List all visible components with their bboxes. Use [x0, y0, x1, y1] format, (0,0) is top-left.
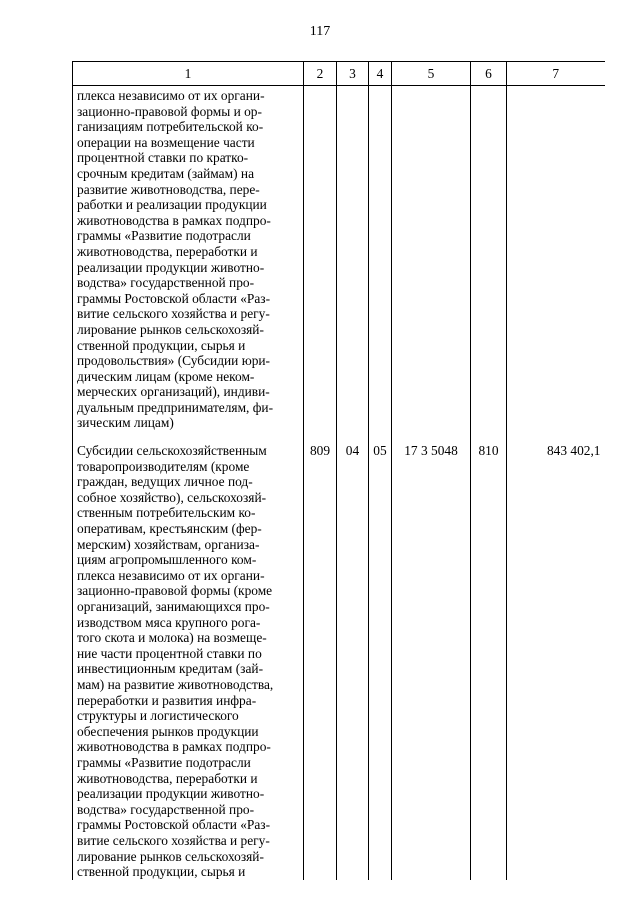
description-line: плекса независимо от их органи-: [77, 567, 265, 583]
description-line: водства» государственной про-: [77, 275, 255, 291]
description-line: дическим лицам (кроме неком-: [77, 368, 255, 384]
description-line: товаропроизводителям (кроме: [77, 458, 250, 474]
header-col-3: 3: [337, 62, 369, 86]
description-line: срочным кредитам (займам) на: [77, 165, 255, 181]
description-line: дуальным предпринимателям, фи-: [77, 399, 274, 415]
description-line: продовольствия» (Субсидии юри-: [77, 353, 271, 369]
description-line: мам) на развитие животноводства,: [77, 676, 274, 692]
cell-subsection: 05: [369, 431, 392, 880]
table-row: [73, 431, 605, 880]
description-line: граммы Ростовской области «Раз-: [77, 290, 271, 306]
description-line: структуры и логистического: [77, 708, 239, 724]
description-line: зационно-правовой формы (кроме: [77, 583, 273, 599]
header-col-1: 1: [73, 62, 304, 86]
description-line: водства» государственной про-: [77, 801, 255, 817]
description-line: мерческих организаций), индиви-: [77, 384, 270, 400]
description-line: животноводства, переработки и: [77, 243, 258, 259]
description-line: инвестиционным кредитам (зай-: [77, 661, 264, 677]
description-line: развитие животноводства, пере-: [77, 181, 260, 197]
description-line: граммы Ростовской области «Раз-: [77, 817, 271, 833]
description-line: Субсидии сельскохозяйственным: [77, 443, 267, 459]
description-line: ственным потребительским ко-: [77, 505, 256, 521]
row-description: [73, 86, 304, 432]
description-line: плекса независимо от их органи-: [77, 88, 265, 103]
description-line: реализации продукции животно-: [77, 259, 265, 275]
description-line: ние части процентной ставки по: [77, 645, 262, 661]
description-line: изводством мяса крупного рога-: [77, 614, 261, 630]
cell-section: [337, 86, 369, 432]
cell-expense-type: 810: [471, 431, 507, 880]
description-line: оперативам, крестьянским (фер-: [77, 521, 262, 537]
cell-amount: [507, 86, 605, 432]
description-line: граммы «Развитие подотрасли: [77, 754, 251, 770]
description-line: ственной продукции, сырья и: [77, 864, 246, 880]
header-col-6: 6: [471, 62, 507, 86]
description-line: того скота и молока) на возмеще-: [77, 630, 267, 646]
description-line: животноводства в рамках подпро-: [77, 739, 271, 755]
cell-target-article: 17 3 5048: [392, 431, 471, 880]
description-line: работки и реализации продукции: [77, 197, 267, 213]
cell-ministry-code: [304, 86, 337, 432]
description-line: витие сельского хозяйства и регу-: [77, 832, 270, 848]
header-col-2: 2: [304, 62, 337, 86]
row-description: [73, 431, 304, 880]
table-row: [73, 86, 605, 432]
description-line: граммы «Развитие подотрасли: [77, 228, 251, 244]
description-line: переработки и развития инфра-: [77, 692, 257, 708]
description-line: зическим лицам): [77, 415, 174, 431]
description-line: витие сельского хозяйства и регу-: [77, 306, 270, 322]
description-line: процентной ставки по кратко-: [77, 150, 249, 166]
description-line: мерским) хозяйствам, организа-: [77, 536, 260, 552]
description-line: лирование рынков сельскохозяй-: [77, 848, 264, 864]
description-line: реализации продукции животно-: [77, 786, 265, 802]
page-number: 117: [309, 24, 331, 39]
cell-ministry-code: 809: [304, 431, 337, 880]
description-line: лирование рынков сельскохозяй-: [77, 321, 264, 337]
description-line: циям агропромышленного ком-: [77, 552, 257, 568]
cell-expense-type: [471, 86, 507, 432]
cell-amount: 843 402,1: [507, 431, 605, 880]
cell-section: 04: [337, 431, 369, 880]
header-col-7: 7: [507, 62, 605, 86]
budget-table: [72, 61, 605, 880]
description-line: обеспечения рынков продукции: [77, 723, 259, 739]
description-line: ганизациям потребительской ко-: [77, 119, 264, 135]
description-line: организаций, занимающихся про-: [77, 599, 270, 614]
description-line: граждан, ведущих личное под-: [77, 474, 253, 490]
description-line: зационно-правовой формы и ор-: [77, 103, 262, 119]
cell-subsection: [369, 86, 392, 432]
cell-target-article: [392, 86, 471, 432]
header-row: [73, 62, 605, 86]
description-line: животноводства, переработки и: [77, 770, 258, 786]
description-line: животноводства в рамках подпро-: [77, 212, 271, 228]
description-line: собное хозяйство), сельскохозяй-: [77, 489, 267, 505]
description-line: операции на возмещение части: [77, 134, 255, 150]
description-line: ственной продукции, сырья и: [77, 337, 246, 353]
header-col-4: 4: [369, 62, 392, 86]
header-col-5: 5: [392, 62, 471, 86]
